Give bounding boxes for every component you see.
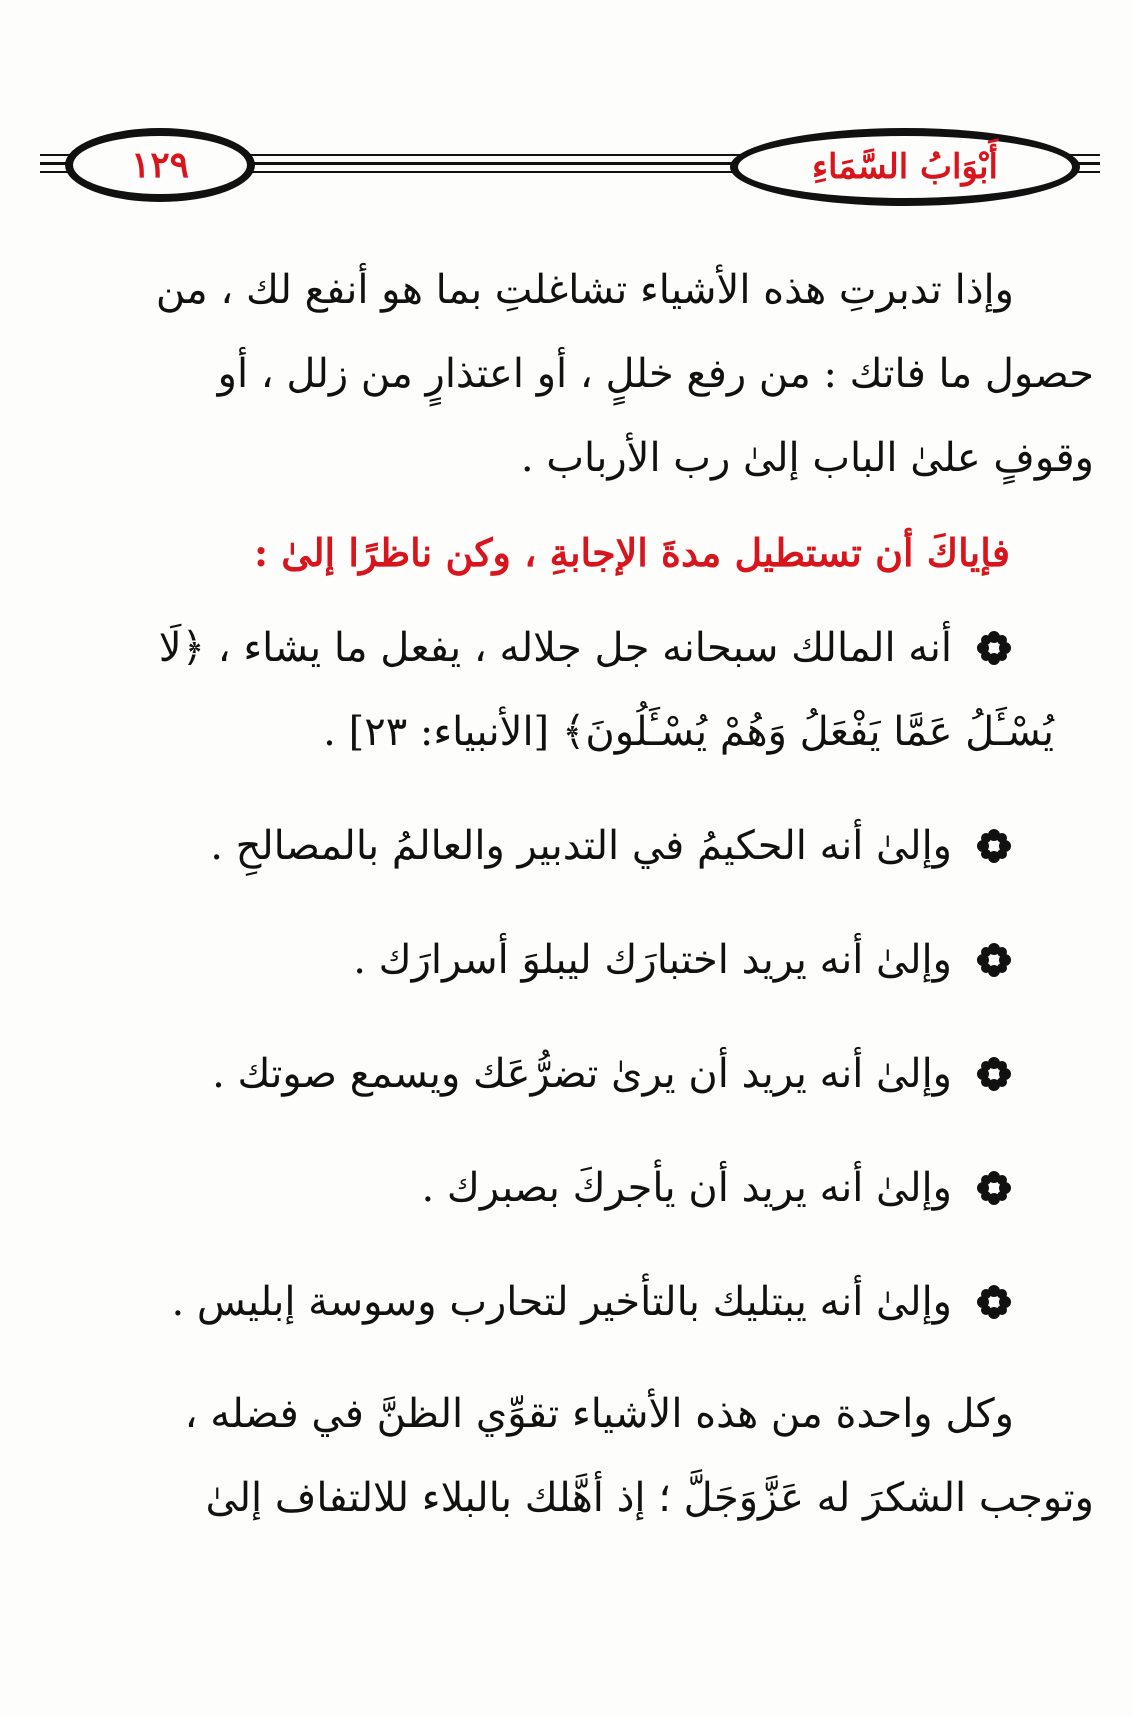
flower-bullet-icon	[974, 1146, 1014, 1230]
intro-line: وإذا تدبرتِ هذه الأشياء تشاغلتِ بما هو أنفع لك ، من	[155, 267, 1014, 313]
closing-paragraph	[46, 1372, 1094, 1540]
list-item	[46, 1260, 1094, 1344]
list-item-text: وإلىٰ أنه يريد أن يرىٰ تضرُّعَك ويسمع صوتك .	[212, 1051, 952, 1097]
list-item-text: وإلىٰ أنه يريد اختبارَك ليبلوَ أسرارَك .	[353, 937, 952, 983]
closing-line: وكل واحدة من هذه الأشياء تقوِّي الظنَّ في فضله ،	[184, 1391, 1014, 1437]
flower-bullet-icon	[974, 1260, 1014, 1344]
list-item	[46, 804, 1094, 888]
list-item-text: وإلىٰ أنه يريد أن يأجركَ بصبرك .	[421, 1165, 952, 1211]
list-item-text: يُسْـَٔلُ عَمَّا يَفْعَلُ وَهُمْ يُسْـَٔلُونَ﴾ [الأنبياء: ٢٣] .	[323, 709, 1054, 755]
page-number-oval	[65, 128, 255, 202]
list-item-text: أنه المالك سبحانه جل جلاله ، يفعل ما يشاء ، ﴿لَا	[158, 625, 952, 671]
list-item-text: وإلىٰ أنه الحكيمُ في التدبير والعالمُ بالمصالحِ .	[210, 823, 952, 869]
list-item	[46, 606, 1094, 774]
intro-line: وقوفٍ علىٰ الباب إلىٰ رب الأرباب .	[520, 435, 1094, 481]
flower-bullet-icon	[974, 1032, 1014, 1116]
flower-bullet-icon	[974, 804, 1014, 888]
book-title-oval	[730, 128, 1080, 206]
flower-bullet-icon	[974, 918, 1014, 1002]
page-content	[46, 248, 1094, 1540]
list-item	[46, 1032, 1094, 1116]
list-item-text: وإلىٰ أنه يبتليك بالتأخير لتحارب وسوسة إبليس .	[171, 1279, 952, 1325]
closing-line: وتوجب الشكرَ له عَزَّوَجَلَّ ؛ إذ أهَّلك بالبلاء للالتفاف إلىٰ	[205, 1475, 1094, 1521]
page-header	[40, 128, 1100, 208]
flower-bullet-icon	[974, 606, 1014, 690]
list-item	[46, 1146, 1094, 1230]
page-number: ١٢٩	[130, 144, 189, 186]
section-heading: فإياكَ أن تستطيل مدةَ الإجابةِ ، وكن ناظرًا إلىٰ :	[254, 530, 1010, 575]
list-item	[46, 918, 1094, 1002]
book-title: أَبْوَابُ السَّمَاءِ	[812, 147, 998, 187]
intro-line: حصول ما فاتك : من رفع خللٍ ، أو اعتذارٍ من زلل ، أو	[217, 351, 1094, 397]
